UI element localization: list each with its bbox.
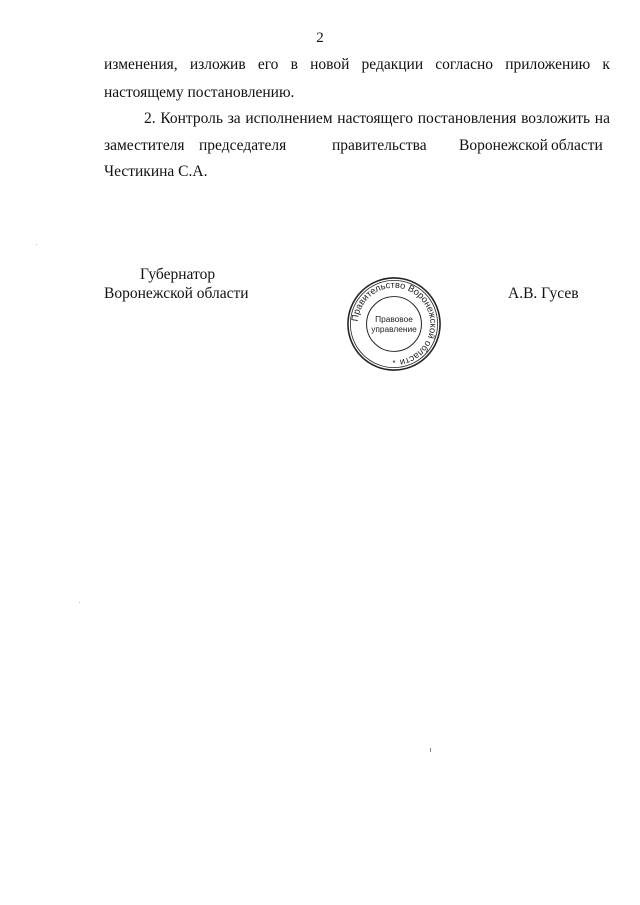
signature-name: А.В. Гусев [508,285,579,302]
word: области [551,137,603,154]
paragraph1-line1 [104,56,610,74]
word: приложению [505,56,591,73]
word: новой [310,56,350,73]
word: его [257,56,279,73]
word: 2. [144,110,156,127]
word: настоящего [337,110,414,127]
signature-position-line1: Губернатор [140,266,216,283]
paragraph1-line2: настоящему постановлению. [104,84,295,101]
page-number: 2 [316,30,324,46]
word: Контроль [160,110,223,127]
scan-speck [430,748,431,752]
word: за [227,110,241,127]
word: изменения, [104,56,178,73]
word: председателя [199,137,287,154]
scan-speck [79,602,80,603]
stamp-star: * [392,359,396,369]
word: исполнением [245,110,333,127]
word: Воронежской [459,137,548,154]
word: возложить [521,110,591,127]
official-stamp [345,275,443,373]
stamp-center-line1: Правовое [375,314,413,325]
word: постановления [417,110,517,127]
word: редакции [361,56,424,73]
word: в [290,56,298,73]
scan-speck [36,244,37,245]
paragraph2-line3: Честикина С.А. [104,163,208,180]
word: согласно [435,56,494,73]
stamp-center-line2: управление [371,323,417,334]
word: заместителя [104,137,185,154]
stamp-ring-text: Правительство Воронежской области [349,279,439,368]
word: правительства [332,137,427,154]
word: изложив [189,56,246,73]
paragraph2-line1 [144,110,610,128]
word: на [594,110,610,127]
signature-position-line2: Воронежской области [104,285,249,302]
word: к [602,56,610,73]
